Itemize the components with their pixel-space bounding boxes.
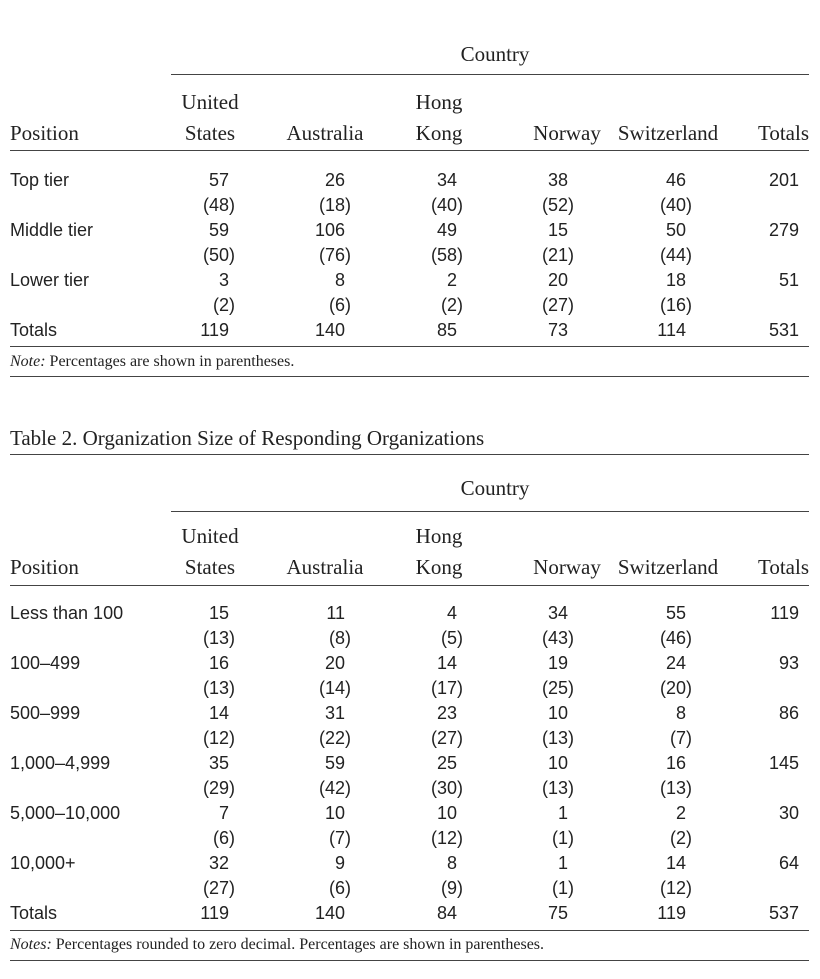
count-cell: 59	[208, 220, 229, 240]
col-header-australia: Australia	[286, 121, 364, 145]
percent-cell: (2)	[441, 295, 463, 315]
column-total-cell: 140	[314, 903, 345, 923]
col-header-norway: Norway	[533, 555, 601, 579]
column-total-cell: 119	[200, 903, 229, 923]
note-prefix: Note:	[10, 353, 46, 370]
percent-cell: (27)	[541, 295, 574, 315]
count-cell: 20	[324, 653, 345, 673]
percent-cell: (29)	[202, 778, 235, 798]
percent-cell: (20)	[659, 678, 692, 698]
percent-cell: (27)	[202, 878, 235, 898]
count-cell: 24	[665, 653, 686, 673]
count-cell: 10	[547, 753, 568, 773]
percent-cell: (13)	[541, 778, 574, 798]
count-cell: 8	[446, 853, 457, 873]
note-text: Percentages are shown in parentheses.	[45, 353, 295, 370]
percent-cell: (13)	[659, 778, 692, 798]
percent-cell: (1)	[552, 878, 574, 898]
row-label: Middle tier	[10, 220, 94, 240]
row-label: 10,000+	[10, 853, 76, 873]
percent-cell: (22)	[318, 728, 351, 748]
percent-cell: (21)	[541, 245, 574, 265]
percent-cell: (9)	[441, 878, 463, 898]
count-cell: 46	[665, 170, 686, 190]
table-2-caption: Table 2. Organization Size of Responding Organizations	[10, 426, 485, 450]
bottom-rule	[10, 346, 809, 347]
note-rule	[10, 376, 809, 377]
col-header-us-line2: States	[184, 121, 236, 145]
column-total-cell: 85	[436, 320, 457, 340]
count-cell: 4	[446, 603, 457, 623]
count-cell: 35	[208, 753, 229, 773]
count-cell: 32	[208, 853, 229, 873]
percent-cell: (46)	[659, 628, 692, 648]
table-1-note	[10, 353, 294, 371]
percent-cell: (7)	[329, 828, 351, 848]
count-cell: 34	[547, 603, 568, 623]
column-total-cell: 114	[657, 320, 686, 340]
caption-rule	[10, 454, 809, 455]
row-total-cell: 145	[768, 753, 799, 773]
percent-cell: (6)	[329, 295, 351, 315]
count-cell: 19	[547, 653, 568, 673]
row-total-cell: 93	[778, 653, 799, 673]
column-total-cell: 140	[314, 320, 345, 340]
percent-cell: (50)	[202, 245, 235, 265]
row-total-cell: 64	[778, 853, 799, 873]
percent-cell: (16)	[659, 295, 692, 315]
col-header-us-line2: States	[184, 555, 236, 579]
grand-total-cell: 537	[768, 903, 799, 923]
count-cell: 34	[436, 170, 457, 190]
percent-cell: (8)	[329, 628, 351, 648]
column-total-cell: 84	[436, 903, 457, 923]
row-label: 5,000–10,000	[10, 803, 121, 823]
count-cell: 15	[208, 603, 229, 623]
count-cell: 38	[547, 170, 568, 190]
column-total-cell: 119	[200, 320, 229, 340]
count-cell: 14	[208, 703, 229, 723]
count-cell: 16	[208, 653, 229, 673]
row-label: 1,000–4,999	[10, 753, 111, 773]
column-total-cell: 75	[547, 903, 568, 923]
percent-cell: (13)	[202, 678, 235, 698]
row-total-cell: 51	[778, 270, 799, 290]
count-cell: 16	[665, 753, 686, 773]
percent-cell: (7)	[670, 728, 692, 748]
percent-cell: (27)	[430, 728, 463, 748]
country-spanner: Country	[460, 42, 530, 66]
row-total-cell: 119	[770, 603, 799, 623]
count-cell: 9	[334, 853, 345, 873]
row-label: Less than 100	[10, 603, 124, 623]
col-header-hk-line2: Kong	[415, 121, 463, 145]
percent-cell: (6)	[329, 878, 351, 898]
percent-cell: (14)	[318, 678, 351, 698]
count-cell: 7	[218, 803, 229, 823]
count-cell: 25	[436, 753, 457, 773]
count-cell: 106	[314, 220, 345, 240]
row-total-cell: 279	[768, 220, 799, 240]
spanner-rule	[171, 511, 809, 512]
column-total-cell: 119	[657, 903, 686, 923]
row-label: 100–499	[10, 653, 81, 673]
col-header-australia: Australia	[286, 555, 364, 579]
count-cell: 26	[324, 170, 345, 190]
note-rule	[10, 960, 809, 961]
percent-cell: (5)	[441, 628, 463, 648]
count-cell: 10	[324, 803, 345, 823]
percent-cell: (40)	[659, 195, 692, 215]
percent-cell: (58)	[430, 245, 463, 265]
count-cell: 2	[675, 803, 686, 823]
count-cell: 14	[436, 653, 457, 673]
percent-cell: (25)	[541, 678, 574, 698]
col-header-us-line1: United	[181, 90, 239, 114]
spanner-rule	[171, 74, 809, 75]
percent-cell: (13)	[541, 728, 574, 748]
count-cell: 3	[218, 270, 229, 290]
count-cell: 31	[324, 703, 345, 723]
count-cell: 49	[436, 220, 457, 240]
col-header-position: Position	[10, 121, 79, 145]
percent-cell: (13)	[202, 628, 235, 648]
count-cell: 18	[665, 270, 686, 290]
row-total-cell: 86	[778, 703, 799, 723]
percent-cell: (12)	[202, 728, 235, 748]
count-cell: 59	[324, 753, 345, 773]
count-cell: 10	[436, 803, 457, 823]
bottom-rule	[10, 930, 809, 931]
count-cell: 10	[547, 703, 568, 723]
percent-cell: (2)	[213, 295, 235, 315]
row-total-cell: 30	[778, 803, 799, 823]
count-cell: 2	[446, 270, 457, 290]
count-cell: 8	[675, 703, 686, 723]
col-header-hk-line1: Hong	[415, 90, 463, 114]
header-rule	[10, 150, 809, 151]
note-prefix: Notes:	[10, 936, 52, 953]
col-header-us-line1: United	[181, 524, 239, 548]
col-header-totals: Totals	[757, 121, 809, 145]
percent-cell: (18)	[318, 195, 351, 215]
col-header-norway: Norway	[533, 121, 601, 145]
percent-cell: (12)	[430, 828, 463, 848]
percent-cell: (17)	[430, 678, 463, 698]
percent-cell: (12)	[659, 878, 692, 898]
count-cell: 8	[334, 270, 345, 290]
percent-cell: (48)	[202, 195, 235, 215]
totals-label: Totals	[10, 903, 58, 923]
count-cell: 23	[436, 703, 457, 723]
percent-cell: (76)	[318, 245, 351, 265]
table-2-note	[10, 936, 544, 954]
col-header-hk-line1: Hong	[415, 524, 463, 548]
col-header-switzerland: Switzerland	[617, 121, 719, 145]
count-cell: 20	[547, 270, 568, 290]
count-cell: 57	[208, 170, 229, 190]
percent-cell: (42)	[318, 778, 351, 798]
percent-cell: (52)	[541, 195, 574, 215]
totals-label: Totals	[10, 320, 58, 340]
count-cell: 14	[665, 853, 686, 873]
percent-cell: (30)	[430, 778, 463, 798]
col-header-switzerland: Switzerland	[617, 555, 719, 579]
percent-cell: (43)	[541, 628, 574, 648]
percent-cell: (2)	[670, 828, 692, 848]
header-rule	[10, 585, 809, 586]
row-label: Lower tier	[10, 270, 90, 290]
count-cell: 1	[557, 803, 568, 823]
percent-cell: (1)	[552, 828, 574, 848]
count-cell: 11	[326, 603, 345, 623]
column-total-cell: 73	[547, 320, 568, 340]
percent-cell: (44)	[659, 245, 692, 265]
row-label: Top tier	[10, 170, 70, 190]
country-spanner: Country	[460, 476, 530, 500]
grand-total-cell: 531	[768, 320, 799, 340]
row-label: 500–999	[10, 703, 81, 723]
col-header-totals: Totals	[757, 555, 809, 579]
col-header-hk-line2: Kong	[415, 555, 463, 579]
col-header-position: Position	[10, 555, 79, 579]
count-cell: 55	[665, 603, 686, 623]
percent-cell: (6)	[213, 828, 235, 848]
row-total-cell: 201	[768, 170, 799, 190]
count-cell: 1	[557, 853, 568, 873]
count-cell: 50	[665, 220, 686, 240]
percent-cell: (40)	[430, 195, 463, 215]
count-cell: 15	[547, 220, 568, 240]
note-text: Percentages rounded to zero decimal. Percentages are shown in parentheses.	[51, 936, 545, 953]
